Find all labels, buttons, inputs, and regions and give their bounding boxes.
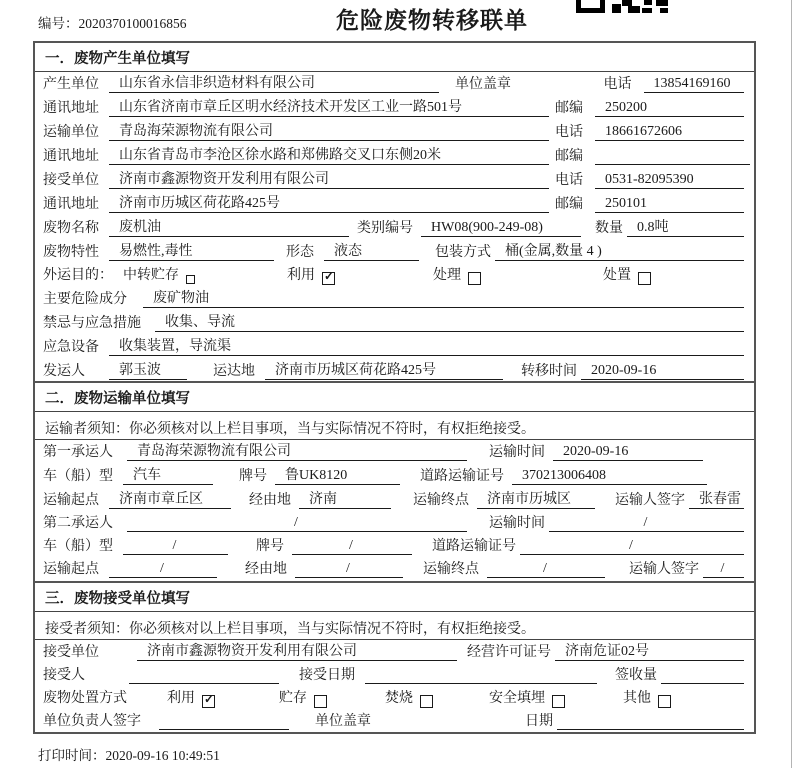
waste-character-value: 易燃性,毒性	[109, 240, 274, 261]
row-transfer-purpose	[35, 264, 754, 287]
transporter-label: 运输单位	[43, 125, 99, 140]
purpose-dispose-checkbox	[638, 272, 651, 285]
transfer-time-value: 2020-09-16	[581, 363, 744, 380]
row-waste-name	[35, 216, 754, 240]
waste-character-label: 废物特性	[43, 245, 99, 260]
carrier1-time-label: 运输时间	[489, 445, 545, 460]
transporter-phone-label: 电话	[555, 125, 583, 140]
second-carrier-label: 第二承运人	[43, 516, 113, 531]
document-header	[0, 0, 796, 40]
purpose-option-treat	[433, 264, 481, 284]
disposal-option-other	[623, 687, 671, 707]
print-time-value: 2020-09-16 10:49:51	[105, 748, 220, 763]
transporter-addr-value: 山东省青岛市李沧区徐水路和郑佛路交叉口东侧20米	[109, 144, 549, 165]
receiver-phone-value: 0531-82095390	[595, 172, 744, 189]
accept-unit-value: 济南市鑫源物资开发利用有限公司	[137, 640, 457, 661]
purpose-option-treat-label: 处理	[433, 268, 461, 283]
disposal-option-incinerate-label: 焚烧	[385, 691, 413, 706]
route1-start-value: 济南市章丘区	[109, 488, 231, 509]
business-license-value: 济南危证02号	[555, 640, 744, 661]
receiver-zip-label: 邮编	[555, 197, 583, 212]
receiver-notice: 接受者须知：你必须核对以上栏目事项，当与实际情况不符时，有权拒绝接受。	[35, 612, 754, 640]
road-license2-value: /	[520, 538, 744, 555]
producer-phone-label: 电话	[603, 77, 632, 92]
vehicle1-label: 车（船）型	[43, 469, 113, 484]
transporter-zip-label: 邮编	[555, 149, 583, 164]
destination-label: 运达地	[213, 364, 255, 379]
section3-header: 三．废物接受单位填写	[35, 583, 754, 612]
row-producer	[35, 72, 754, 96]
carrier2-time-value: /	[549, 515, 744, 532]
route2-end-label: 运输终点	[423, 562, 479, 577]
transfer-time-label: 转移时间	[521, 364, 577, 379]
producer-addr-label: 通讯地址	[43, 101, 99, 116]
received-qty-value	[661, 667, 744, 684]
disposal-option-utilize	[167, 687, 215, 707]
plate2-value: /	[292, 538, 412, 555]
waste-form-value: 液态	[324, 240, 419, 261]
emergency-label: 禁忌与应急措施	[43, 316, 141, 331]
row-disposal-method	[35, 687, 754, 710]
section2-rows	[35, 440, 754, 581]
vehicle2-value: /	[123, 538, 228, 555]
section1-rows	[35, 72, 754, 383]
route1-sign-label: 运输人签字	[615, 493, 685, 508]
route1-via-label: 经由地	[249, 493, 291, 508]
waste-transfer-form	[33, 41, 756, 734]
disposal-option-landfill	[489, 687, 565, 707]
received-qty-label: 签收量	[615, 668, 657, 683]
purpose-utilize-checkbox	[322, 272, 335, 285]
section-transporter	[33, 381, 756, 583]
row-accept-unit	[35, 640, 754, 664]
row-route2	[35, 558, 754, 581]
route1-end-label: 运输终点	[413, 493, 469, 508]
producer-zip-value: 250200	[595, 100, 744, 117]
route1-via-value: 济南	[299, 488, 391, 509]
producer-zip-label: 邮编	[555, 101, 583, 116]
responsible-sign-label: 单位负责人签字	[43, 714, 141, 729]
row-emergency-equipment	[35, 335, 754, 359]
row-transporter	[35, 120, 754, 144]
qr-code-fragment-icon	[576, 0, 668, 13]
row-dispatcher	[35, 359, 754, 383]
row-emergency-measures	[35, 311, 754, 335]
row-second-carrier	[35, 512, 754, 535]
route1-start-label: 运输起点	[43, 493, 99, 508]
disposal-option-other-label: 其他	[623, 691, 651, 706]
print-time-line	[38, 744, 220, 764]
purpose-option-dispose-label: 处置	[603, 268, 631, 283]
first-carrier-label: 第一承运人	[43, 445, 113, 460]
route2-start-label: 运输起点	[43, 562, 99, 577]
producer-addr-value: 山东省济南市章丘区明水经济技术开发区工业一路501号	[109, 96, 549, 117]
road-license1-value: 370213006408	[512, 468, 707, 485]
destination-value: 济南市历城区荷花路425号	[265, 359, 503, 380]
vehicle1-value: 汽车	[123, 464, 213, 485]
hazard-value: 废矿物油	[143, 287, 744, 308]
purpose-option-transfer-storage	[123, 264, 195, 284]
producer-value: 山东省永信非织造材料有限公司	[109, 72, 439, 93]
row-transporter-address	[35, 144, 754, 168]
signoff-date-label: 日期	[525, 714, 553, 729]
receiver-phone-label: 电话	[555, 173, 583, 188]
row-acceptance	[35, 664, 754, 687]
serial-number-line	[38, 12, 187, 32]
waste-qty-label: 数量	[595, 221, 623, 236]
waste-form-label: 形态	[286, 245, 314, 260]
purpose-option-utilize-label: 利用	[287, 268, 315, 283]
disposal-option-storage-label: 贮存	[279, 691, 307, 706]
transporter-notice: 运输者须知：你必须核对以上栏目事项，当与实际情况不符时，有权拒绝接受。	[35, 412, 754, 440]
purpose-option-utilize	[287, 264, 335, 284]
page-title: 危险废物转移联单	[336, 8, 528, 33]
packing-label: 包装方式	[435, 245, 491, 260]
route1-sign-value: 张春雷	[689, 488, 744, 509]
transporter-addr-label: 通讯地址	[43, 149, 99, 164]
waste-category-value: HW08(900-249-08)	[421, 220, 581, 237]
section3-rows	[35, 640, 754, 733]
receiver-value: 济南市鑫源物资开发利用有限公司	[109, 168, 549, 189]
receiver-addr-label: 通讯地址	[43, 197, 99, 212]
row-first-carrier	[35, 440, 754, 464]
vehicle2-label: 车（船）型	[43, 539, 113, 554]
emergency-value: 收集、导流	[155, 311, 744, 332]
plate1-value: 鲁UK8120	[275, 464, 400, 485]
disposal-landfill-checkbox	[552, 695, 565, 708]
route2-end-value: /	[487, 561, 605, 578]
row-waste-character	[35, 240, 754, 264]
producer-phone-value: 13854169160	[644, 76, 745, 93]
hazard-label: 主要危险成分	[43, 292, 127, 307]
seal-label: 单位盖章	[455, 77, 511, 92]
road-license1-label: 道路运输证号	[420, 469, 504, 484]
plate1-label: 牌号	[239, 469, 267, 484]
transporter-phone-value: 18661672606	[595, 124, 744, 141]
purpose-treat-checkbox	[468, 272, 481, 285]
disposal-option-incinerate	[385, 687, 433, 707]
packing-value: 桶(金属,数量 4 )	[495, 240, 744, 261]
equipment-value: 收集装置，导流渠	[109, 335, 744, 356]
producer-label: 产生单位	[43, 77, 99, 92]
route2-sign-label: 运输人签字	[629, 562, 699, 577]
dispatcher-label: 发运人	[43, 364, 85, 379]
receiver-label: 接受单位	[43, 173, 99, 188]
section-receiver	[33, 581, 756, 734]
dispatcher-value: 郭玉波	[109, 359, 187, 380]
purpose-transfer-storage-checkbox	[186, 275, 195, 284]
business-license-label: 经营许可证号	[467, 645, 551, 660]
row-vehicle2	[35, 535, 754, 558]
accept-person-label: 接受人	[43, 668, 85, 683]
equipment-label: 应急设备	[43, 340, 99, 355]
waste-name-label: 废物名称	[43, 221, 99, 236]
receiver-zip-value: 250101	[595, 196, 744, 213]
purpose-label: 外运目的：	[43, 268, 113, 283]
accept-unit-label: 接受单位	[43, 645, 99, 660]
route1-end-value: 济南市历城区	[477, 488, 595, 509]
road-license2-label: 道路运输证号	[432, 539, 516, 554]
disposal-storage-checkbox	[314, 695, 327, 708]
page-right-edge-line	[791, 0, 792, 768]
plate2-label: 牌号	[256, 539, 284, 554]
unit-seal-label: 单位盖章	[315, 714, 371, 729]
section2-header: 二．废物运输单位填写	[35, 383, 754, 412]
waste-category-label: 类别编号	[357, 221, 413, 236]
route2-sign-value: /	[703, 561, 744, 578]
waste-qty-value: 0.8吨	[627, 216, 744, 237]
accept-date-label: 接受日期	[299, 668, 355, 683]
row-route1	[35, 488, 754, 512]
row-producer-address	[35, 96, 754, 120]
disposal-option-storage	[279, 687, 327, 707]
row-receiver	[35, 168, 754, 192]
waste-name-value: 废机油	[109, 216, 349, 237]
transporter-zip-value	[595, 148, 750, 165]
accept-date-value	[365, 667, 597, 684]
serial-number: 2020370100016856	[78, 16, 187, 31]
signoff-date-value	[557, 713, 744, 730]
transporter-value: 青岛海荣源物流有限公司	[109, 120, 549, 141]
disposal-option-utilize-label: 利用	[167, 691, 195, 706]
route2-via-label: 经由地	[245, 562, 287, 577]
print-time-label: 打印时间：	[38, 748, 106, 763]
row-signoff	[35, 710, 754, 733]
purpose-option-dispose	[603, 264, 651, 284]
row-receiver-address	[35, 192, 754, 216]
disposal-utilize-checkbox	[202, 695, 215, 708]
receiver-addr-value: 济南市历城区荷花路425号	[109, 192, 549, 213]
route2-via-value: /	[295, 561, 403, 578]
purpose-option-transfer-storage-label: 中转贮存	[123, 268, 179, 283]
section-producer	[33, 41, 756, 383]
disposal-other-checkbox	[658, 695, 671, 708]
carrier1-time-value: 2020-09-16	[553, 444, 703, 461]
first-carrier-value: 青岛海荣源物流有限公司	[127, 440, 467, 461]
serial-label: 编号：	[38, 16, 79, 31]
second-carrier-value: /	[127, 515, 467, 532]
disposal-label: 废物处置方式	[43, 691, 127, 706]
carrier2-time-label: 运输时间	[489, 516, 545, 531]
disposal-incinerate-checkbox	[420, 695, 433, 708]
disposal-option-landfill-label: 安全填埋	[489, 691, 545, 706]
accept-person-value	[129, 667, 279, 684]
row-vehicle1	[35, 464, 754, 488]
row-hazard-component	[35, 287, 754, 311]
responsible-sign-value	[159, 713, 289, 730]
section1-header: 一．废物产生单位填写	[35, 43, 754, 72]
route2-start-value: /	[109, 561, 217, 578]
